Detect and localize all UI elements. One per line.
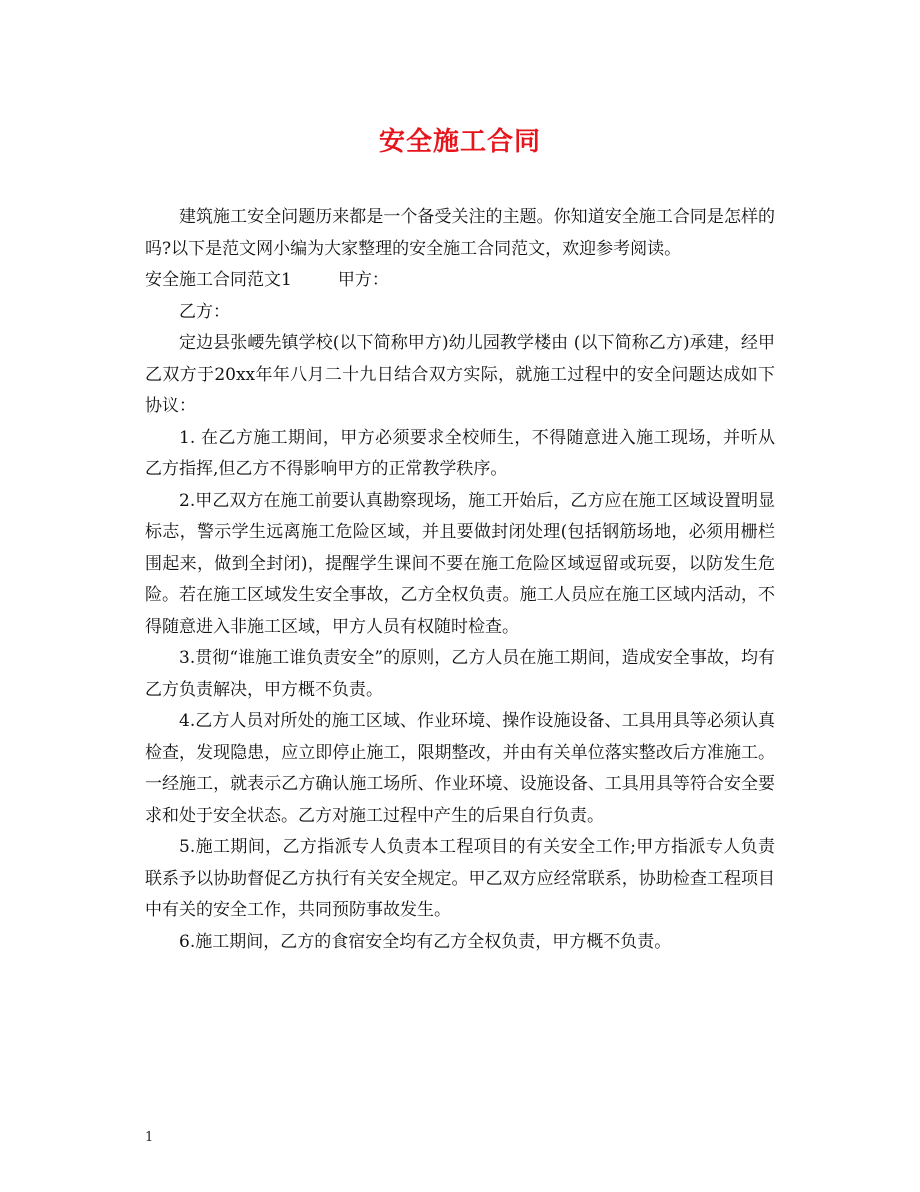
document-body [145,202,775,958]
party-b-label: 乙方： [179,301,230,322]
preamble-paragraph: 定边县张崾先镇学校(以下简称甲方)幼儿园教学楼由 (以下简称乙方)承建，经甲乙双方于20xx年年八月二十九日结合双方实际，就施工过程中的安全问题达成如下协议： [145,333,775,416]
sample-heading-line [145,265,775,297]
clause-6: 6.施工期间，乙方的食宿安全均有乙方全权负责，甲方概不负责。 [179,931,672,952]
clause-5: 5.施工期间，乙方指派专人负责本工程项目的有关安全工作;甲方指派专人负责联系予以协助督促乙方执行有关安全规定。甲乙双方应经常联系，协助检查工程项目中有关的安全工作，共同预防事故发生。 [145,837,775,920]
clause-1: 1. 在乙方施工期间，甲方必须要求全校师生，不得随意进入施工现场，并听从乙方指挥,但乙方不得影响甲方的正常教学秩序。 [145,427,775,479]
footer-rule [145,1125,775,1126]
clause-2: 2.甲乙双方在施工前要认真勘察现场，施工开始后，乙方应在施工区域设置明显标志，警示学生远离施工危险区域，并且要做封闭处理(包括钢筋场地，必须用栅栏围起来，做到全封闭)，提醒学生课间不要在施工危险区域逗留或玩耍，以防发生危险。若在施工区域发生安全事故，乙方全权负责。施工人员应在施工区域内活动，不得随意进入非施工区域，甲方人员有权随时检查。 [145,490,775,637]
page-number: 1 [145,1130,154,1145]
party-a-label: 甲方： [337,270,389,290]
document-title: 安全施工合同 [378,127,541,157]
clause-4: 4.乙方人员对所处的施工区域、作业环境、操作设施设备、工具用具等必须认真检查，发现隐患，应立即停止施工，限期整改，并由有关单位落实整改后方准施工。一经施工，就表示乙方确认施工场所、作业环境、设施设备、工具用具等符合安全要求和处于安全状态。乙方对施工过程中产生的后果自行负责。 [145,711,775,826]
sample-heading: 安全施工合同范文1 [145,270,292,290]
intro-paragraph: 建筑施工安全问题历来都是一个备受关注的主题。你知道安全施工合同是怎样的吗?以下是范文网小编为大家整理的安全施工合同范文，欢迎参考阅读。 [145,207,775,259]
clause-3: 3.贯彻“谁施工谁负责安全”的原则，乙方人员在施工期间，造成安全事故，均有乙方负责解决，甲方概不负责。 [145,648,775,700]
